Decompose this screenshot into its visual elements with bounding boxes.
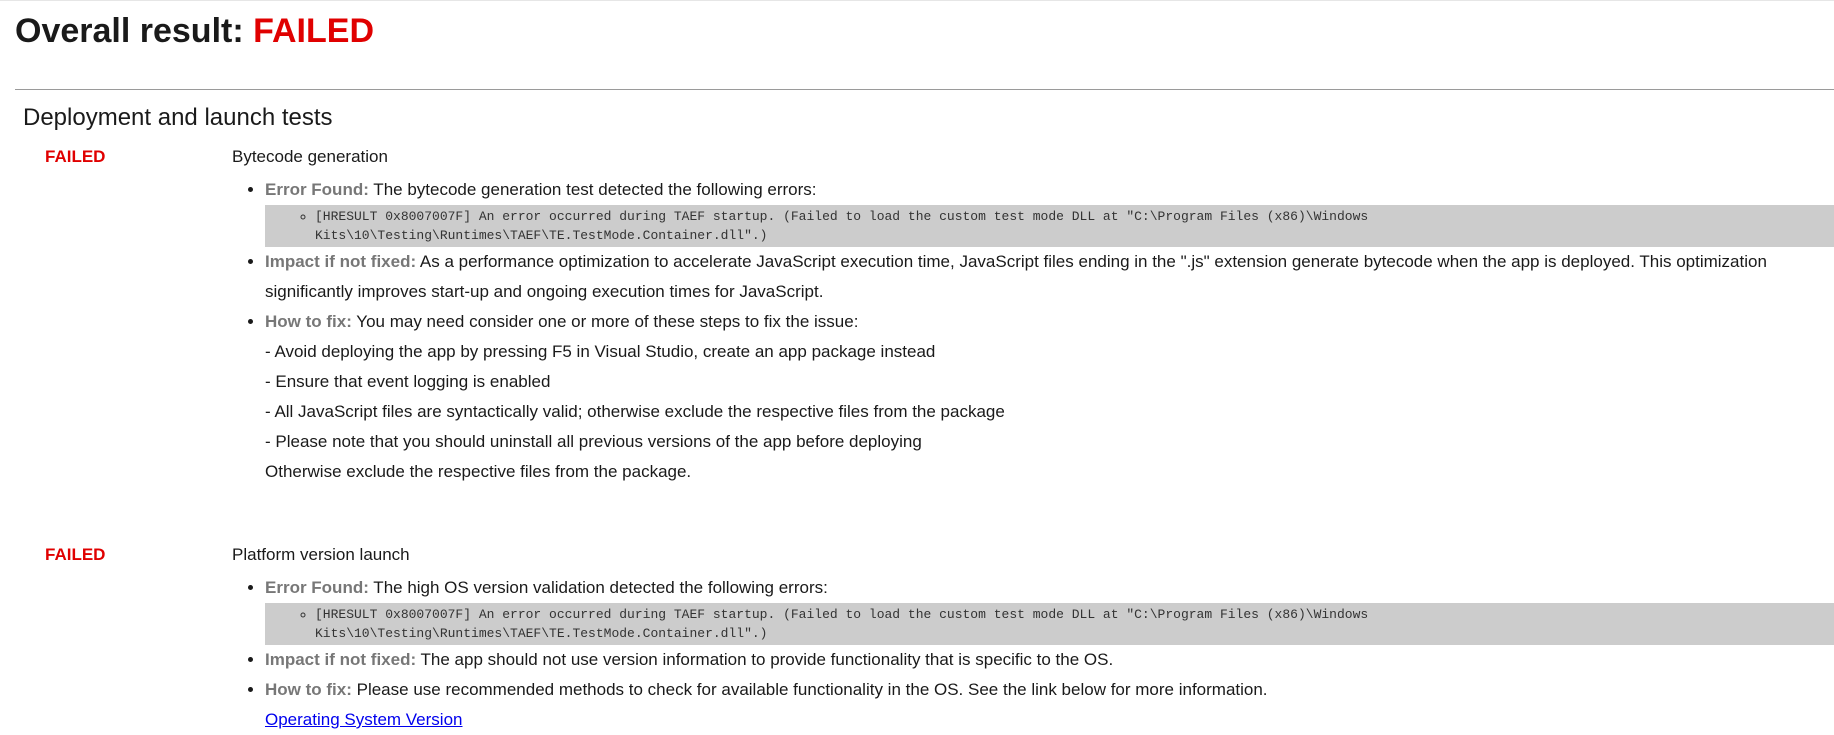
fix-step: Otherwise exclude the respective files from the package. [265, 462, 692, 481]
impact-label: Impact if not fixed: [265, 252, 417, 271]
error-found-label: Error Found: [265, 578, 369, 597]
impact-item [265, 247, 1834, 307]
how-to-fix-label: How to fix: [265, 312, 352, 331]
error-box [265, 603, 1834, 645]
impact-text: The app should not use version information to provide functionality that is specific to the OS. [416, 650, 1114, 669]
fix-step: - All JavaScript files are syntactically valid; otherwise exclude the respective files from the package [265, 402, 1005, 421]
error-found-label: Error Found: [265, 180, 369, 199]
how-to-fix-item [265, 675, 1834, 735]
impact-text: As a performance optimization to accelerate JavaScript execution time, JavaScript files ending in the ".js" extension generate bytecode when the app is deployed. This optimization significantly improves start-up and ongoing execution times for JavaScript. [265, 252, 1767, 301]
impact-item [265, 645, 1834, 675]
impact-label: Impact if not fixed: [265, 650, 417, 669]
fix-step: - Avoid deploying the app by pressing F5 in Visual Studio, create an app package instead [265, 342, 936, 361]
overall-status: FAILED [253, 12, 375, 50]
os-version-link[interactable]: Operating System Version [265, 710, 463, 729]
test-status: FAILED [45, 545, 106, 564]
how-to-fix-text: Please use recommended methods to check for available functionality in the OS. See the link below for more information. [351, 680, 1268, 699]
test-name: Platform version launch [232, 545, 410, 564]
fix-step: - Please note that you should uninstall all previous versions of the app before deploying [265, 432, 922, 451]
page-title [15, 12, 374, 51]
error-message: ◦ [HRESULT 0x8007007F] An error occurred during TAEF startup. (Failed to load the custom test mode DLL at "C:\Program Files (x86)\Windows Kits\10\Testing\Runtimes\TAEF\TE.TestMode.Container.dll".) [315, 207, 1834, 245]
divider [15, 89, 1834, 90]
fix-step: - Ensure that event logging is enabled [265, 372, 551, 391]
error-message: ◦ [HRESULT 0x8007007F] An error occurred during TAEF startup. (Failed to load the custom test mode DLL at "C:\Program Files (x86)\Windows Kits\10\Testing\Runtimes\TAEF\TE.TestMode.Container.dll".) [315, 605, 1834, 643]
test-name: Bytecode generation [232, 147, 388, 166]
test-details [240, 573, 1834, 735]
how-to-fix-label: How to fix: [265, 680, 352, 699]
error-found-text: The bytecode generation test detected the following errors: [368, 180, 817, 199]
error-box [265, 205, 1834, 247]
error-found-item [265, 573, 1834, 603]
how-to-fix-text: You may need consider one or more of these steps to fix the issue: [351, 312, 859, 331]
error-found-text: The high OS version validation detected the following errors: [368, 578, 828, 597]
section-title: Deployment and launch tests [23, 104, 333, 131]
title-prefix: Overall result: [15, 12, 254, 50]
error-found-item [265, 175, 1834, 205]
test-status: FAILED [45, 147, 106, 166]
test-details [240, 175, 1834, 487]
how-to-fix-item [265, 307, 1834, 487]
top-border [0, 0, 1834, 1]
